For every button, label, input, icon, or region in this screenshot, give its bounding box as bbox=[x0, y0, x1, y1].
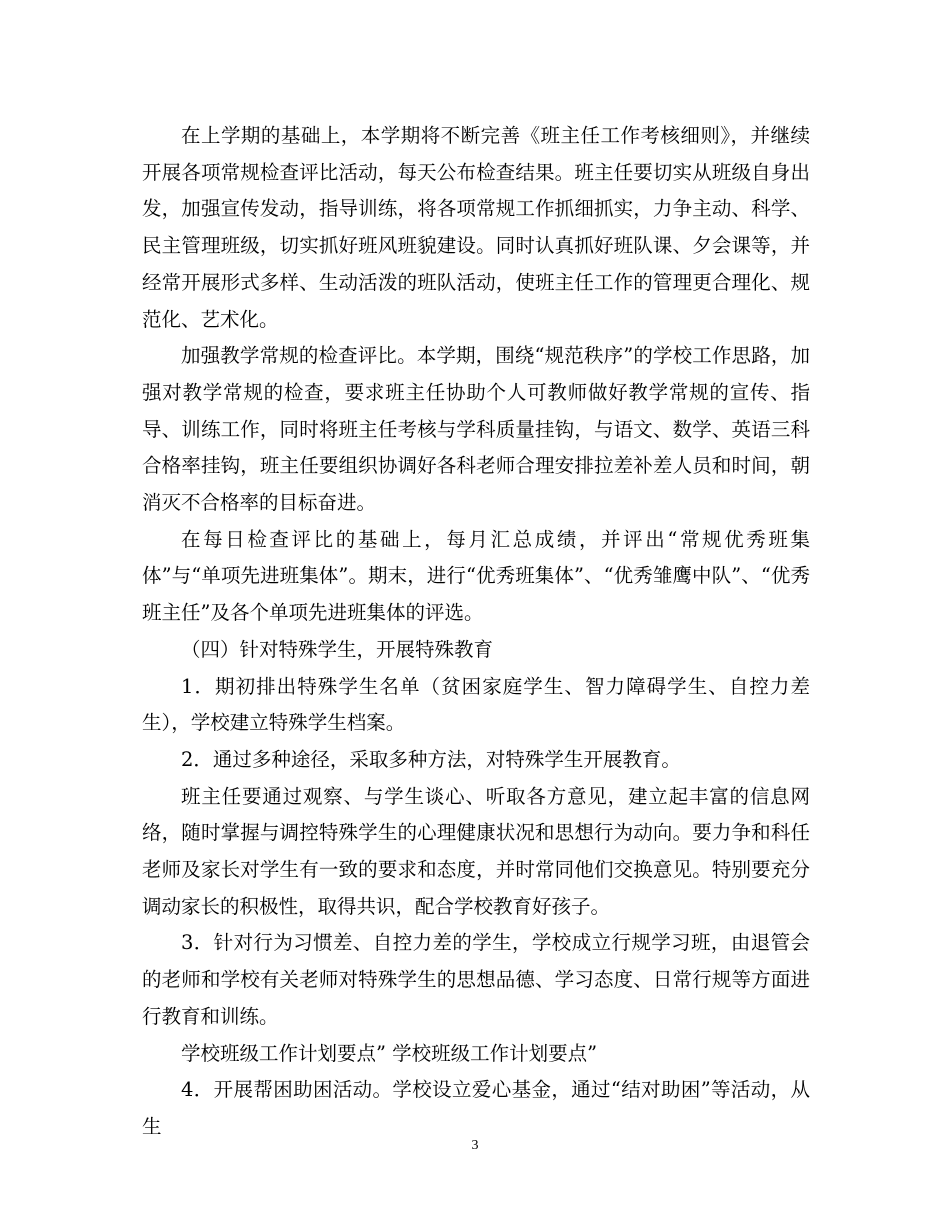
paragraph-class-management: 在上学期的基础上，本学期将不断完善《班主任工作考核细则》，并继续开展各项常规检查评比活动，每天公布检查结果。班主任要切实从班级自身出发，加强宣传发动，指导训练，将各项常规工作抓细抓实，力争主动、科学、民主管理班级，切实抓好班风班貌建设。同时认真抓好班队课、夕会课等，并经常开展形式多样、生动活泼的班队活动，使班主任工作的管理更合理化、规范化、艺术化。 bbox=[142, 124, 810, 331]
paragraph-teacher-observation: 班主任要通过观察、与学生谈心、听取各方意见，建立起丰富的信息网络，随时掌握与调控特殊学生的心理健康状况和思想行为动向。要力争和科任老师及家长对学生有一致的要求和态度，并时常同他们交换意见。特别要充分调动家长的积极性，取得共识，配合学校教育好孩子。 bbox=[142, 784, 810, 918]
document-body bbox=[142, 118, 810, 1146]
section-heading-special-students: （四）针对特殊学生，开展特殊教育 bbox=[181, 637, 494, 661]
list-item-4: 4．开展帮困助困活动。学校设立爱心基金，通过“结对助困”等活动，从生 bbox=[142, 1078, 810, 1138]
page-number: 3 bbox=[471, 1138, 479, 1153]
list-item-1: 1．期初排出特殊学生名单（贫困家庭学生、智力障碍学生、自控力差生），学校建立特殊学生档案。 bbox=[142, 674, 810, 735]
paragraph-monthly-evaluation: 在每日检查评比的基础上，每月汇总成绩，并评出“常规优秀班集体”与“单项先进班集体”。期末，进行“优秀班集体”、“优秀雏鹰中队”、“优秀班主任”及各个单项先进班集体的评选。 bbox=[142, 527, 810, 625]
list-item-3: 3．针对行为习惯差、自控力差的学生，学校成立行规学习班，由退管会的老师和学校有关老师对特殊学生的思想品德、学习态度、日常行规等方面进行教育和训练。 bbox=[142, 931, 810, 1028]
paragraph-plan-note: 学校班级工作计划要点” 学校班级工作计划要点” bbox=[181, 1041, 598, 1065]
list-item-2: 2．通过多种途径，采取多种方法，对特殊学生开展教育。 bbox=[181, 747, 681, 771]
paragraph-teaching-routine: 加强教学常规的检查评比。本学期，围绕“规范秩序”的学校工作思路，加强对教学常规的检查，要求班主任协助个人可教师做好教学常规的宣传、指导、训练工作，同时将班主任考核与学科质量挂钩，与语文、数学、英语三科合格率挂钩，班主任要组织协调好各科老师合理安排拉差补差人员和时间，朝消灭不合格率的目标奋进。 bbox=[142, 344, 810, 515]
